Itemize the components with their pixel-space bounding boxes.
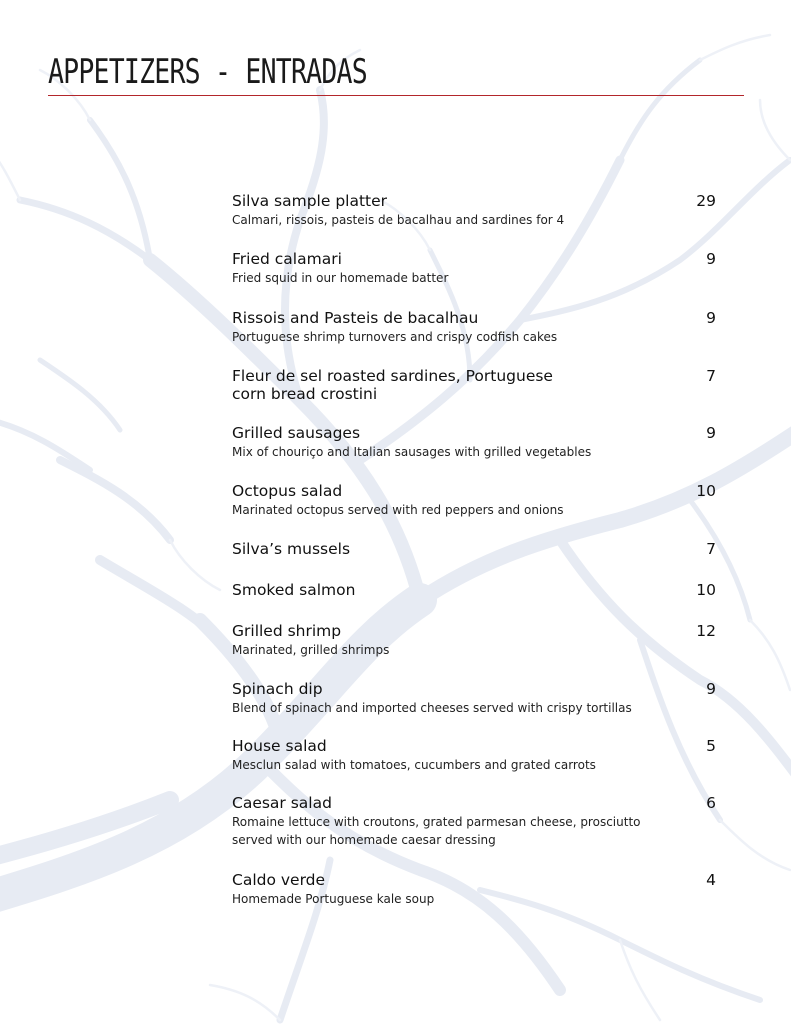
menu-item: [232, 250, 718, 287]
item-price: 9: [706, 250, 716, 268]
item-name: Rissois and Pasteis de bacalhau: [232, 309, 479, 327]
item-price: 10: [696, 581, 716, 599]
item-price: 9: [706, 680, 716, 698]
item-name: House salad: [232, 737, 327, 755]
menu-item: [232, 794, 718, 849]
menu-item: [232, 871, 718, 908]
item-price: 10: [696, 482, 716, 500]
menu-item: [232, 424, 718, 461]
menu-item: [232, 737, 718, 774]
item-description: Romaine lettuce with croutons, grated parmesan cheese, prosciutto served with our homemade caesar dressing: [232, 815, 641, 847]
item-description: Fried squid in our homemade batter: [232, 271, 449, 285]
menu-item: [232, 540, 718, 558]
item-name: Caesar salad: [232, 794, 332, 812]
item-description: Mesclun salad with tomatoes, cucumbers and grated carrots: [232, 758, 596, 772]
item-name: Silva sample platter: [232, 192, 388, 210]
menu-item: [232, 622, 718, 659]
item-name: Grilled sausages: [232, 424, 361, 442]
item-description: Calmari, rissois, pasteis de bacalhau and sardines for 4: [232, 213, 565, 227]
item-price: 7: [706, 540, 716, 558]
item-description: Blend of spinach and imported cheeses served with crispy tortillas: [232, 701, 632, 715]
item-price: 9: [706, 309, 716, 327]
item-description: Marinated octopus served with red peppers and onions: [232, 503, 564, 517]
item-price: 6: [706, 794, 716, 812]
item-description: Portuguese shrimp turnovers and crispy codfish cakes: [232, 330, 558, 344]
item-description: Marinated, grilled shrimps: [232, 643, 390, 657]
item-price: 5: [706, 737, 716, 755]
item-name: Spinach dip: [232, 680, 323, 698]
item-name: Smoked salmon: [232, 581, 356, 599]
item-name: Octopus salad: [232, 482, 343, 500]
menu-item: [232, 680, 718, 717]
item-price: 12: [696, 622, 716, 640]
menu-item: [232, 367, 718, 403]
item-name: Grilled shrimp: [232, 622, 342, 640]
item-price: 4: [706, 871, 716, 889]
item-description: Homemade Portuguese kale soup: [232, 892, 435, 906]
menu-item: [232, 581, 718, 599]
item-price: 7: [706, 367, 716, 385]
menu-item: [232, 482, 718, 519]
item-name: Silva’s mussels: [232, 540, 351, 558]
item-description: Mix of chouriço and Italian sausages with grilled vegetables: [232, 445, 592, 459]
menu-item: [232, 309, 718, 346]
page-title: APPETIZERS - ENTRADAS: [48, 52, 367, 92]
item-name: Fried calamari: [232, 250, 342, 268]
menu-item: [232, 192, 718, 229]
item-name: Caldo verde: [232, 871, 326, 889]
item-price: 29: [696, 192, 716, 210]
item-name: Fleur de sel roasted sardines, Portuguese corn bread crostini: [232, 367, 553, 403]
item-price: 9: [706, 424, 716, 442]
